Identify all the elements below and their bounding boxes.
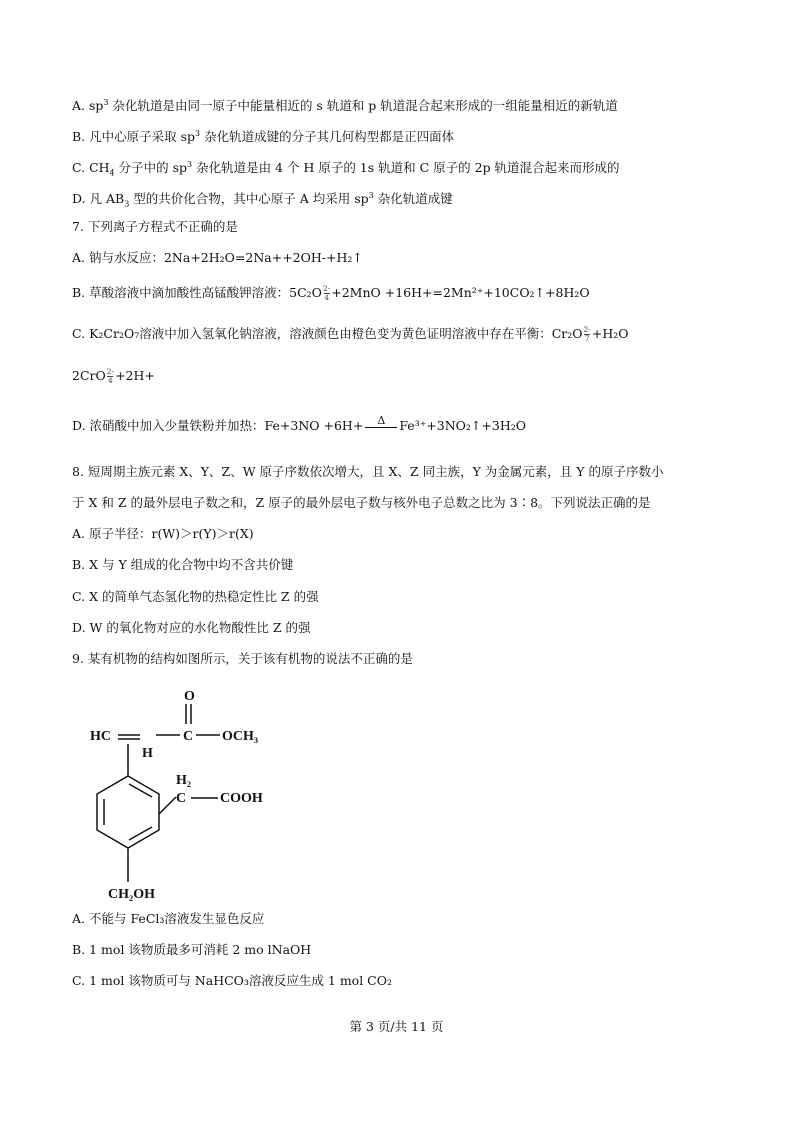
page-footer: 第 3 页/共 11 页 [349, 1019, 444, 1034]
oxalate-charge: $\frac{2-}{4}$ [322, 284, 331, 302]
molecular-structure [70, 680, 300, 905]
q9-option-c: C. 1 mol 该物质可与 NaHCO₃溶液反应生成 1 mol CO₂ [72, 973, 393, 988]
q6-option-b: B. 凡中心原子采取 $sp^3$ 杂化轨道成键的分子其几何构型都是正四面体 [72, 129, 455, 145]
ester-carbon-label: C [183, 729, 194, 744]
q8-stem-line1: 8. 短周期主族元素 X、Y、Z、W 原子序数依次增大，且 X、Z 同主族，Y 为金属元素，且 Y 的原子序数小 [72, 464, 664, 479]
hc-label: HC [90, 729, 111, 744]
q7-stem: 7. 下列离子方程式不正确的是 [72, 219, 238, 234]
q7-option-a: A. 钠与水反应：2Na+2H₂O=2Na++2OH-+H₂↑ [72, 250, 363, 265]
q6-option-d: D. 凡 $AB_3$ 型的共价化合物，其中心原子 A 均采用 $sp^3$ 杂化轨道成键 [72, 191, 453, 209]
q9-option-b: B. 1 mol 该物质最多可消耗 2 mo lNaOH [72, 942, 312, 957]
q8-option-d: D. W 的氧化物对应的水化物酸性比 Z 的强 [72, 620, 311, 635]
q8-stem-line2: 于 X 和 Z 的最外层电子数之和，Z 原子的最外层电子数与核外电子总数之比为 3∶8。下列说法正确的是 [72, 495, 651, 510]
q7-option-c-line1: C. K₂Cr₂O₇溶液中加入氢氧化钠溶液，溶液颜色由橙色变为黄色证明溶液中存在平衡：Cr₂O $\frac{2-}{7}$ +H₂O [72, 325, 629, 343]
q7-option-b: B. 草酸溶液中滴加酸性高锰酸钾溶液：5C₂O $\frac{2-}{4}$ +2MnO +16H+=2Mn²⁺+10CO₂↑+8H₂O [72, 284, 590, 302]
q6-option-c: C. $CH_4$ 分子中的 $sp^3$ 杂化轨道是由 4 个 H 原子的 1s 轨道和 C 原子的 2p 轨道混合起来而形成的 [72, 160, 620, 178]
och3-label: OCH₃ [222, 729, 259, 744]
ch2oh-label: CH₂OH [108, 887, 155, 902]
q6-option-a: A. $sp^3$ 杂化轨道是由同一原子中能量相近的 s 轨道和 p 轨道混合起来形成的一组能量相近的新轨道 [72, 98, 618, 114]
h-label: H [142, 746, 153, 761]
q8-option-a: A. 原子半径：r(W)＞r(Y)＞r(X) [72, 526, 254, 541]
heating-arrow: Δ [363, 419, 399, 435]
q9-stem: 9. 某有机物的结构如图所示，关于该有机物的说法不正确的是 [72, 651, 413, 666]
q8-option-c: C. X 的简单气态氢化物的热稳定性比 Z 的强 [72, 589, 319, 604]
h2-label: H₂ [176, 773, 192, 788]
carbonyl-oxygen-label: O [184, 689, 195, 704]
benzene-ring [97, 776, 159, 848]
ch2-carbon-label: C [176, 791, 187, 806]
dichromate-charge: $\frac{2-}{7}$ [583, 325, 591, 343]
q8-option-b: B. X 与 Y 组成的化合物中均不含共价键 [72, 557, 294, 572]
q7-option-c-line2: 2CrO $\frac{2-}{4}$ +2H+ [72, 367, 155, 385]
ring-inner-bond-1 [129, 784, 152, 797]
q7-option-d: D. 浓硝酸中加入少量铁粉并加热：Fe+3NO +6H+ Δ Fe³⁺+3NO₂↑+3H₂O [72, 413, 526, 433]
chromate-charge: $\frac{2-}{4}$ [106, 367, 115, 385]
q9-option-a: A. 不能与 FeCl₃溶液发生显色反应 [72, 911, 265, 926]
ring-inner-bond-2 [129, 827, 152, 840]
cooh-label: COOH [220, 791, 263, 806]
ring-ch2-bond [159, 797, 176, 814]
